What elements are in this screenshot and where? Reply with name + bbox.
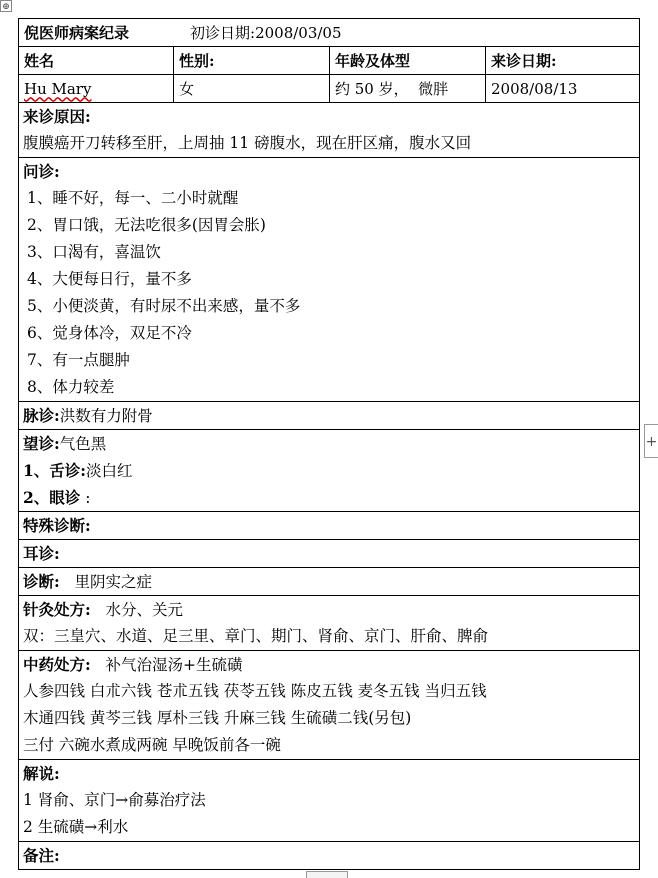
pulse-line (19, 402, 639, 429)
add-row-button[interactable]: + (644, 424, 658, 458)
acupuncture-line (19, 596, 639, 623)
title-row (19, 19, 639, 47)
remarks-section[interactable] (19, 842, 639, 870)
explanation-section[interactable] (19, 760, 639, 842)
sex-header: 性别: (174, 47, 330, 74)
patient-row (19, 75, 639, 103)
page-scroll-tab[interactable] (306, 871, 348, 878)
eye-text: : (85, 489, 91, 507)
herbal-text: 补气治湿汤+生硫磺 (105, 656, 243, 674)
inquiry-item: 1、睡不好，每一、二小时就醒 (27, 189, 239, 207)
eye-line (19, 484, 639, 511)
first-visit-date: 2008/03/05 (255, 23, 342, 42)
patient-name: Hu Mary (24, 79, 92, 98)
acupuncture-section[interactable] (19, 596, 639, 651)
reason-text: 腹膜癌开刀转移至肝，上周抽 11 磅腹水，现在肝区痛，腹水又回 (23, 134, 472, 152)
diagnosis-section[interactable] (19, 568, 639, 596)
special-diagnosis-label: 特殊诊断: (23, 516, 91, 535)
pulse-text: 洪数有力附骨 (59, 407, 153, 425)
table-move-handle-icon[interactable]: ⊕ (0, 0, 12, 12)
acupuncture-points: 双：三皇穴、水道、足三里、章门、期门、肾俞、京门、肝俞、脾俞 (23, 627, 489, 645)
explanation-line-2: 2 生硫磺→利水 (23, 818, 129, 836)
age-header: 年龄及体型 (330, 47, 486, 74)
reason-label: 来诊原因: (23, 107, 91, 126)
name-header: 姓名 (19, 47, 174, 74)
inquiry-item: 4、大便每日行，量不多 (27, 270, 192, 288)
inquiry-item: 8、体力较差 (27, 378, 115, 396)
reason-section[interactable] (19, 103, 639, 158)
diagnosis-text: 里阴实之症 (74, 573, 153, 591)
eye-label: 2、眼诊 (23, 488, 81, 507)
patient-age-cell[interactable]: 约 50 岁， 微胖 (330, 75, 486, 102)
inquiry-item: 7、有一点腿肿 (27, 351, 130, 369)
remarks-label: 备注: (23, 846, 60, 865)
inquiry-item: 5、小便淡黄，有时尿不出来感，量不多 (27, 297, 301, 315)
pulse-label: 脉诊: (23, 406, 60, 425)
pulse-section[interactable] (19, 402, 639, 430)
inspection-label: 望诊: (23, 434, 60, 453)
first-visit-label: 初诊日期: (190, 24, 256, 42)
acupuncture-text: 水分、关元 (105, 601, 184, 619)
tongue-line (19, 457, 639, 484)
inquiry-item: 6、觉身体冷，双足不冷 (27, 324, 192, 342)
tongue-text: 淡白红 (86, 462, 133, 480)
diagnosis-line (19, 568, 639, 595)
inquiry-section[interactable] (19, 158, 639, 402)
acupuncture-label: 针灸处方: (23, 600, 91, 619)
ear-diagnosis-section[interactable] (19, 540, 639, 568)
visit-date-header: 来诊日期: (491, 52, 557, 70)
explanation-line-1: 1 肾俞、京门→俞募治疗法 (23, 791, 206, 809)
patient-sex-cell[interactable]: 女 (174, 75, 330, 102)
inquiry-item: 3、口渴有，喜温饮 (27, 243, 161, 261)
visit-date-cell[interactable]: 2008/08/13 (491, 79, 578, 98)
diagnosis-label: 诊断: (23, 572, 60, 591)
ear-diagnosis-label: 耳诊: (23, 544, 60, 563)
herbal-formula-line-1: 人参四钱 白朮六钱 苍朮五钱 茯苓五钱 陈皮五钱 麦冬五钱 当归五钱 (23, 682, 487, 700)
patient-name-cell[interactable] (19, 75, 174, 102)
inspection-text: 气色黑 (59, 435, 107, 453)
herbal-label: 中药处方: (23, 655, 91, 674)
document-title: 倪医师病案纪录 (24, 24, 130, 42)
inquiry-item: 2、胃口饿，无法吃很多(因胃会胀) (27, 216, 266, 234)
inspection-line (19, 430, 639, 457)
herbal-formula-line-2: 木通四钱 黄芩三钱 厚朴三钱 升麻三钱 生硫磺二钱(另包) (23, 709, 412, 727)
herbal-section[interactable] (19, 651, 639, 760)
inspection-section[interactable] (19, 430, 639, 512)
special-diagnosis-section[interactable] (19, 512, 639, 540)
header-row (19, 47, 639, 75)
herbal-dosage-line: 三付 六碗水煮成两碗 早晚饭前各一碗 (23, 736, 281, 754)
medical-record-table (18, 18, 640, 870)
explanation-label: 解说: (23, 764, 60, 783)
inquiry-label: 问诊: (23, 162, 60, 181)
herbal-line (19, 651, 639, 678)
tongue-label: 1、舌诊: (23, 461, 87, 480)
